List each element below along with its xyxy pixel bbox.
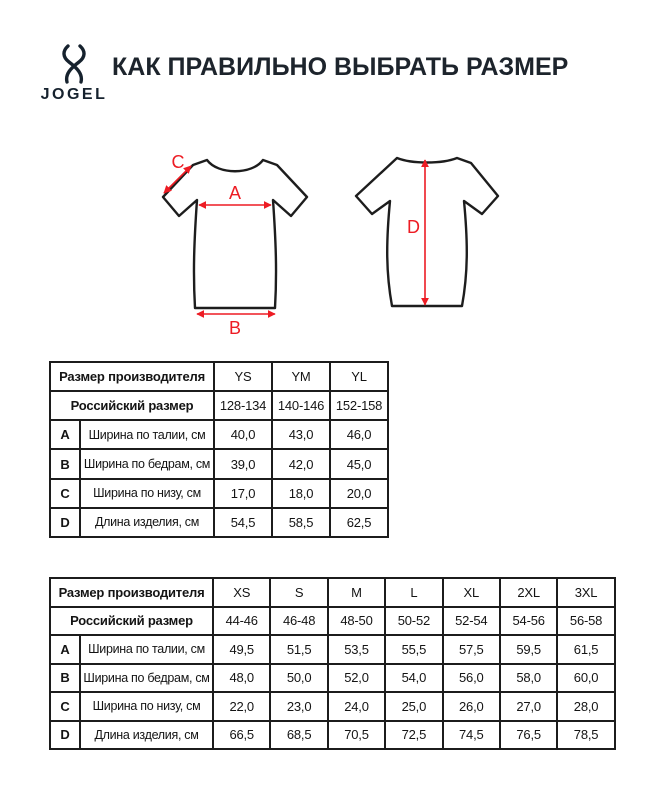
size-table-adult [49, 577, 616, 750]
mfr-size-cell: L [385, 578, 442, 607]
mfr-size-label: Размер производителя [50, 362, 214, 391]
table-row [50, 635, 615, 664]
size-table-youth [49, 361, 389, 538]
value-cell: 56,0 [443, 664, 500, 693]
value-cell: 57,5 [443, 635, 500, 664]
value-cell: 68,5 [270, 721, 327, 750]
table-row [50, 479, 388, 508]
value-cell: 74,5 [443, 721, 500, 750]
dim-param-cell: Длина изделия, см [80, 508, 214, 537]
jogel-logo-icon [56, 44, 92, 84]
value-cell: 28,0 [557, 692, 614, 721]
rus-size-cell: 48-50 [328, 607, 385, 636]
table-row [50, 721, 615, 750]
table-row [50, 664, 615, 693]
value-cell: 58,5 [272, 508, 330, 537]
value-cell: 18,0 [272, 479, 330, 508]
dim-param-cell: Ширина по низу, см [80, 479, 214, 508]
value-cell: 39,0 [214, 449, 272, 478]
value-cell: 53,5 [328, 635, 385, 664]
rus-size-cell: 152-158 [330, 391, 388, 420]
value-cell: 20,0 [330, 479, 388, 508]
dim-letter-cell: D [50, 508, 80, 537]
rus-size-cell: 46-48 [270, 607, 327, 636]
value-cell: 26,0 [443, 692, 500, 721]
value-cell: 55,5 [385, 635, 442, 664]
value-cell: 62,5 [330, 508, 388, 537]
label-d: D [407, 217, 420, 237]
rus-size-cell: 56-58 [557, 607, 614, 636]
front-shirt-diagram [158, 148, 316, 340]
mfr-size-cell: YL [330, 362, 388, 391]
dim-param-cell: Ширина по бедрам, см [80, 449, 214, 478]
table-row [50, 508, 388, 537]
brand-wordmark: JOGEL [40, 86, 108, 103]
value-cell: 54,0 [385, 664, 442, 693]
value-cell: 23,0 [270, 692, 327, 721]
dim-letter-cell: B [50, 449, 80, 478]
mfr-size-label: Размер производителя [50, 578, 213, 607]
rus-size-label: Российский размер [50, 391, 214, 420]
rus-size-cell: 140-146 [272, 391, 330, 420]
dim-letter-cell: A [50, 420, 80, 449]
value-cell: 50,0 [270, 664, 327, 693]
value-cell: 51,5 [270, 635, 327, 664]
mfr-size-cell: 2XL [500, 578, 557, 607]
page-title: КАК ПРАВИЛЬНО ВЫБРАТЬ РАЗМЕР [112, 53, 569, 81]
mfr-size-row [50, 578, 615, 607]
dim-param-cell: Ширина по талии, см [80, 635, 213, 664]
rus-size-cell: 50-52 [385, 607, 442, 636]
brand-logo [36, 44, 112, 104]
table-row [50, 692, 615, 721]
dim-param-cell: Ширина по бедрам, см [80, 664, 213, 693]
value-cell: 58,0 [500, 664, 557, 693]
dim-param-cell: Длина изделия, см [80, 721, 213, 750]
rus-size-row [50, 607, 615, 636]
dim-letter-cell: B [50, 664, 80, 693]
mfr-size-row [50, 362, 388, 391]
value-cell: 43,0 [272, 420, 330, 449]
value-cell: 48,0 [213, 664, 270, 693]
rus-size-cell: 52-54 [443, 607, 500, 636]
back-shirt-outline [356, 158, 498, 306]
value-cell: 54,5 [214, 508, 272, 537]
value-cell: 42,0 [272, 449, 330, 478]
mfr-size-cell: XS [213, 578, 270, 607]
back-shirt-diagram [352, 148, 508, 318]
mfr-size-cell: 3XL [557, 578, 614, 607]
value-cell: 45,0 [330, 449, 388, 478]
value-cell: 24,0 [328, 692, 385, 721]
value-cell: 66,5 [213, 721, 270, 750]
value-cell: 60,0 [557, 664, 614, 693]
value-cell: 27,0 [500, 692, 557, 721]
rus-size-cell: 44-46 [213, 607, 270, 636]
value-cell: 40,0 [214, 420, 272, 449]
dim-param-cell: Ширина по талии, см [80, 420, 214, 449]
value-cell: 25,0 [385, 692, 442, 721]
value-cell: 17,0 [214, 479, 272, 508]
label-b: B [228, 318, 242, 338]
mfr-size-cell: S [270, 578, 327, 607]
value-cell: 49,5 [213, 635, 270, 664]
dim-letter-cell: A [50, 635, 80, 664]
dim-letter-cell: C [50, 692, 80, 721]
value-cell: 70,5 [328, 721, 385, 750]
value-cell: 61,5 [557, 635, 614, 664]
label-a: A [228, 183, 242, 203]
mfr-size-cell: YS [214, 362, 272, 391]
value-cell: 46,0 [330, 420, 388, 449]
label-c: C [171, 152, 185, 172]
rus-size-row [50, 391, 388, 420]
value-cell: 59,5 [500, 635, 557, 664]
value-cell: 72,5 [385, 721, 442, 750]
rus-size-cell: 128-134 [214, 391, 272, 420]
table-row [50, 449, 388, 478]
rus-size-cell: 54-56 [500, 607, 557, 636]
mfr-size-cell: YM [272, 362, 330, 391]
rus-size-label: Российский размер [50, 607, 213, 636]
value-cell: 76,5 [500, 721, 557, 750]
value-cell: 52,0 [328, 664, 385, 693]
mfr-size-cell: XL [443, 578, 500, 607]
table-row [50, 420, 388, 449]
dim-letter-cell: C [50, 479, 80, 508]
mfr-size-cell: M [328, 578, 385, 607]
dim-param-cell: Ширина по низу, см [80, 692, 213, 721]
value-cell: 22,0 [213, 692, 270, 721]
value-cell: 78,5 [557, 721, 614, 750]
dim-letter-cell: D [50, 721, 80, 750]
